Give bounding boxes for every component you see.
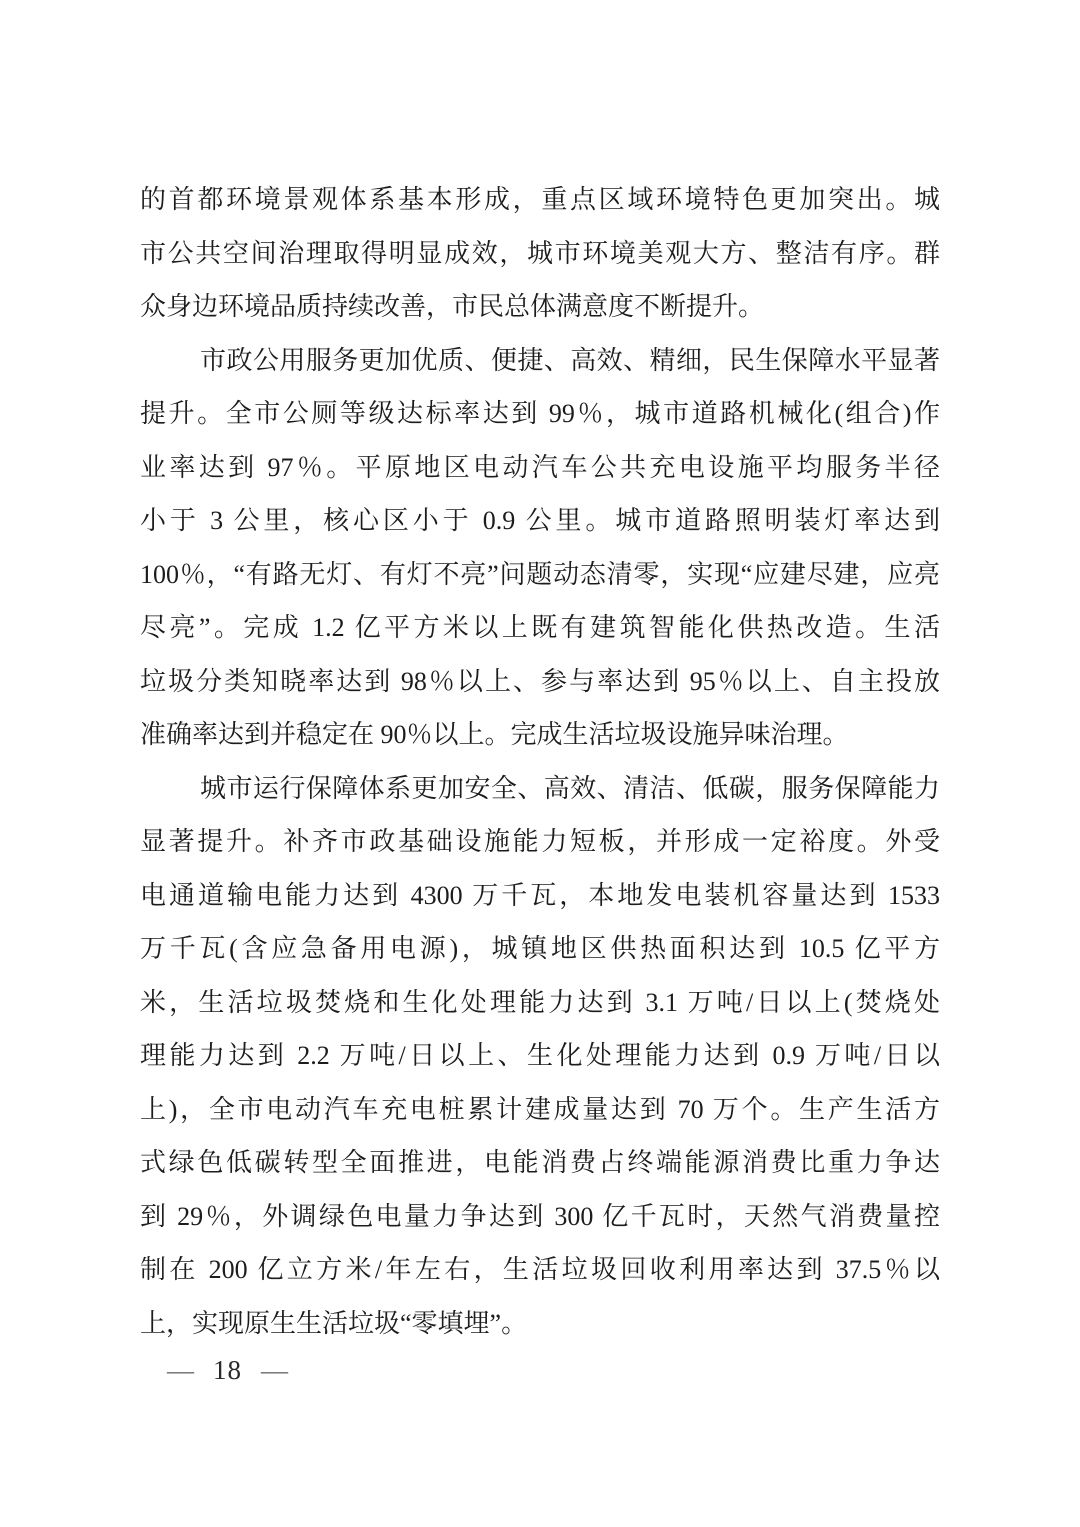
page-number-dash-left: — [167, 1355, 194, 1385]
page-number-dash-right: — [261, 1355, 288, 1385]
text-line: 准确率达到并稳定在 90％以上。完成生活垃圾设施异味治理。 [140, 720, 849, 749]
text-line: 小于 3 公里，核心区小于 0.9 公里。城市道路照明装灯率达到 [140, 506, 940, 535]
text-line: 市公共空间治理取得明显成效，城市环境美观大方、整洁有序。群 [140, 238, 940, 268]
text-line: 理能力达到 2.2 万吨/日以上、生化处理能力达到 0.9 万吨/日以 [140, 1041, 940, 1070]
text-line: 到 29％，外调绿色电量力争达到 300 亿千瓦时，天然气消费量控 [140, 1201, 940, 1231]
text-line: 众身边环境品质持续改善，市民总体满意度不断提升。 [140, 292, 765, 321]
text-line: 米，生活垃圾焚烧和生化处理能力达到 3.1 万吨/日以上(焚烧处 [140, 987, 940, 1017]
text-line: 垃圾分类知晓率达到 98％以上、参与率达到 95％以上、自主投放 [140, 666, 940, 696]
text-line: 尽亮”。完成 1.2 亿平方米以上既有建筑智能化供热改造。生活 [140, 613, 940, 642]
text-line: 上，实现原生生活垃圾“零填埋”。 [140, 1308, 528, 1338]
page-number: 18 [213, 1355, 242, 1385]
text-line: 制在 200 亿立方米/年左右，生活垃圾回收利用率达到 37.5％以 [140, 1255, 940, 1284]
text-line: 业率达到 97％。平原地区电动汽车公共充电设施平均服务半径 [140, 452, 940, 482]
text-line: 的首都环境景观体系基本形成，重点区域环境特色更加突出。城 [140, 185, 940, 214]
text-line: 100％，“有路无灯、有灯不亮”问题动态清零，实现“应建尽建，应亮 [140, 559, 940, 589]
document-body [140, 173, 940, 1350]
text-line: 式绿色低碳转型全面推进，电能消费占终端能源消费比重力争达 [140, 1148, 940, 1177]
text-line: 市政公用服务更加优质、便捷、高效、精细，民生保障水平显著 [200, 345, 940, 375]
text-line: 提升。全市公厕等级达标率达到 99％，城市道路机械化(组合)作 [140, 399, 940, 428]
text-line: 万千瓦(含应急备用电源)，城镇地区供热面积达到 10.5 亿平方 [140, 934, 940, 963]
text-line: 电通道输电能力达到 4300 万千瓦，本地发电装机容量达到 1533 [140, 880, 940, 910]
text-line: 显著提升。补齐市政基础设施能力短板，并形成一定裕度。外受 [140, 827, 940, 856]
text-line: 上)，全市电动汽车充电桩累计建成量达到 70 万个。生产生活方 [140, 1094, 940, 1124]
page-footer [167, 1354, 288, 1386]
text-line: 城市运行保障体系更加安全、高效、清洁、低碳，服务保障能力 [200, 773, 940, 803]
